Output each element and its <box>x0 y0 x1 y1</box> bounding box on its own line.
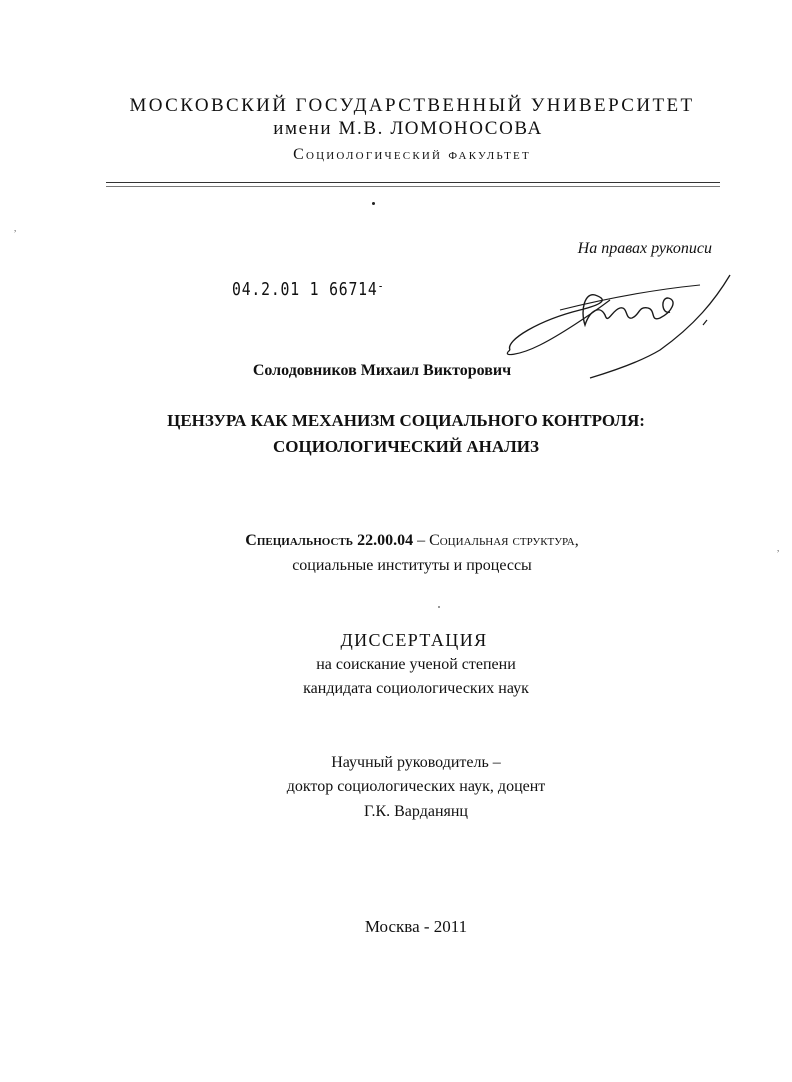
faculty-name: Социологический факультет <box>293 146 531 163</box>
registration-number-value: 04.2.01 1 66714 <box>232 279 378 300</box>
scan-mark: , <box>14 223 17 233</box>
specialty-line <box>16 532 792 550</box>
dissertation-title-line1: ЦЕНЗУРА КАК МЕХАНИЗМ СОЦИАЛЬНОГО КОНТРОЛЯ: <box>167 411 645 430</box>
university-name-suffix: имени М.В. ЛОМОНОСОВА <box>273 118 543 139</box>
dissertation-heading: ДИССЕРТАЦИЯ <box>340 630 488 650</box>
supervisor-label: Научный руководитель – <box>331 754 501 771</box>
degree-line2: кандидата социологических наук <box>303 680 529 697</box>
header-divider <box>106 182 720 183</box>
specialty-name-part2: социальные институты и процессы <box>292 557 532 574</box>
manuscript-note: На правах рукописи <box>577 240 712 257</box>
supervisor-degree: доктор социологических наук, доцент <box>286 778 546 795</box>
specialty-code: 22.00.04 <box>357 532 414 549</box>
specialty-dash: – <box>417 532 426 549</box>
scan-mark: , <box>777 543 780 553</box>
registration-number <box>232 279 384 300</box>
dissertation-title-line2: СОЦИОЛОГИЧЕСКИЙ АНАЛИЗ <box>272 437 539 456</box>
city-year: Москва - 2011 <box>364 917 468 936</box>
supervisor-name: Г.К. Варданянц <box>364 803 468 820</box>
university-name: МОСКОВСКИЙ ГОСУДАРСТВЕННЫЙ УНИВЕРСИТЕТ <box>129 95 695 116</box>
author-name: Солодовников Михаил Викторович <box>252 362 512 379</box>
registration-mark: - <box>377 279 385 293</box>
scan-speck <box>372 202 375 205</box>
header-divider-secondary <box>106 186 720 187</box>
specialty-label: Специальность <box>245 532 354 549</box>
scan-speck <box>438 606 440 608</box>
degree-line1: на соискание ученой степени <box>316 656 516 673</box>
specialty-name-part1: Социальная структура, <box>429 532 579 549</box>
